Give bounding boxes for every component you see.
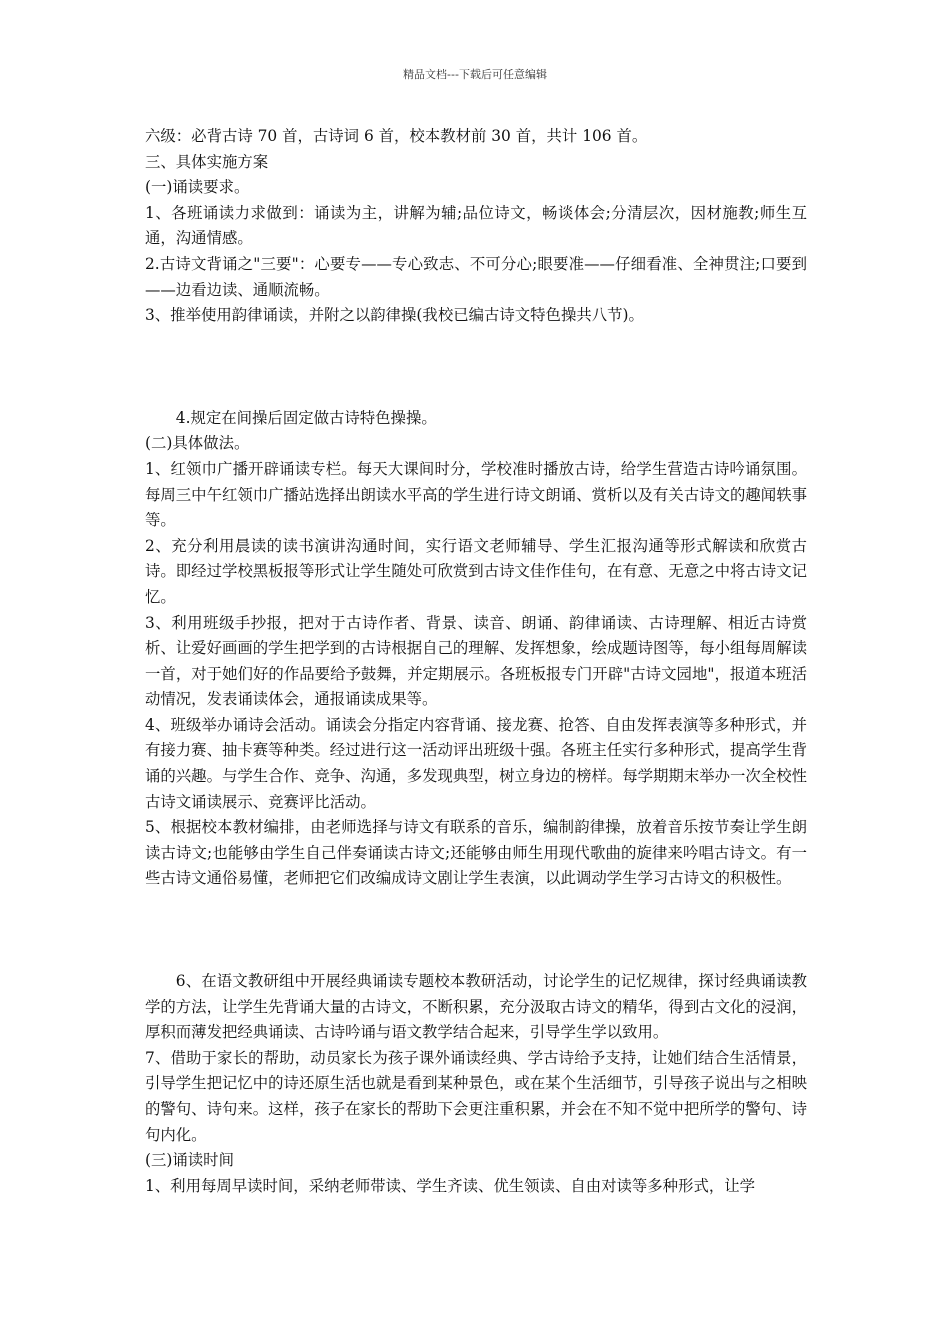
subsection-heading: (三)诵读时间	[145, 1151, 234, 1170]
paragraph: 6、在语文教研组中开展经典诵读专题校本教研活动，讨论学生的记忆规律，探讨经典诵读教学的方法，让学生先背诵大量的古诗文，不断积累，充分汲取古诗文的精华，得到古文化的浸润，厚积而薄发把经典诵读、古诗吟诵与语文教学结合起来，引导学生学以致用。	[145, 972, 807, 1042]
paragraph: 1、红领巾广播开辟诵读专栏。每天大课间时分，学校准时播放古诗，给学生营造古诗吟诵氛围。每周三中午红领巾广播站选择出朗读水平高的学生进行诗文朗诵、赏析以及有关古诗文的趣闻轶事等。	[145, 459, 807, 530]
paragraph: 1、利用每周早读时间，采纳老师带读、学生齐读、优生领读、自由对读等多种形式，让学	[145, 1176, 756, 1195]
document-body	[145, 124, 807, 1199]
paragraph: 1、各班诵读力求做到：诵读为主，讲解为辅;品位诗文，畅谈体会;分清层次，因材施教;师生互通，沟通情感。	[145, 203, 807, 248]
subsection-heading: (一)诵读要求。	[145, 178, 250, 197]
page-header: 精品文档---下载后可任意编辑	[403, 68, 547, 81]
paragraph: 5、根据校本教材编排，由老师选择与诗文有联系的音乐，编制韵律操，放着音乐按节奏让学生朗读古诗文;也能够由学生自己伴奏诵读古诗文;还能够由师生用现代歌曲的旋律来吟唱古诗文。有一些古诗文通俗易懂，老师把它们改编成诗文剧让学生表演，以此调动学生学习古诗文的积极性。	[145, 818, 807, 888]
paragraph: 2、充分利用晨读的读书演讲沟通时间，实行语文老师辅导、学生汇报沟通等形式解读和欣赏古诗。即经过学校黑板报等形式让学生随处可欣赏到古诗文佳作佳句，在有意、无意之中将古诗文记忆。	[145, 536, 807, 606]
spacer	[145, 329, 807, 406]
paragraph: 3、推举使用韵律诵读，并附之以韵律操(我校已编古诗文特色操共八节)。	[145, 306, 644, 325]
paragraph: 4、班级举办诵诗会活动。诵读会分指定内容背诵、接龙赛、抢答、自由发挥表演等多种形式，并有接力赛、抽卡赛等种类。经过进行这一活动评出班级十强。各班主任实行多种形式，提高学生背诵的兴趣。与学生合作、竞争、沟通，多发现典型，树立身边的榜样。每学期期末举办一次全校性古诗文诵读展示、竞赛评比活动。	[145, 715, 807, 811]
paragraph: 六级：必背古诗 70 首，古诗词 6 首，校本教材前 30 首，共计 106 首。	[145, 127, 648, 145]
paragraph: 4.规定在间操后固定做古诗特色操操。	[175, 408, 437, 427]
spacer	[145, 892, 807, 969]
paragraph: 2.古诗文背诵之"三要"：心要专——专心致志、不可分心;眼要准——仔细看准、全神贯注;口要到——边看边读、通顺流畅。	[145, 254, 807, 299]
paragraph: 7、借助于家长的帮助，动员家长为孩子课外诵读经典、学古诗给予支持，让她们结合生活情景，引导学生把记忆中的诗还原生活也就是看到某种景色，或在某个生活细节，引导孩子说出与之相映的警句、诗句来。这样，孩子在家长的帮助下会更注重积累，并会在不知不觉中把所学的警句、诗句内化。	[145, 1048, 807, 1144]
subsection-heading: (二)具体做法。	[145, 434, 250, 453]
paragraph: 3、利用班级手抄报，把对于古诗作者、背景、读音、朗诵、韵律诵读、古诗理解、相近古诗赏析、让爱好画画的学生把学到的古诗根据自己的理解、发挥想象，绘成题诗图等，每小组每周解读一首，对于她们好的作品要给予鼓舞，并定期展示。各班板报专门开辟"古诗文园地"，报道本班活动情况，发表诵读体会，通报诵读成果等。	[145, 613, 807, 709]
section-heading: 三、具体实施方案	[145, 152, 269, 171]
